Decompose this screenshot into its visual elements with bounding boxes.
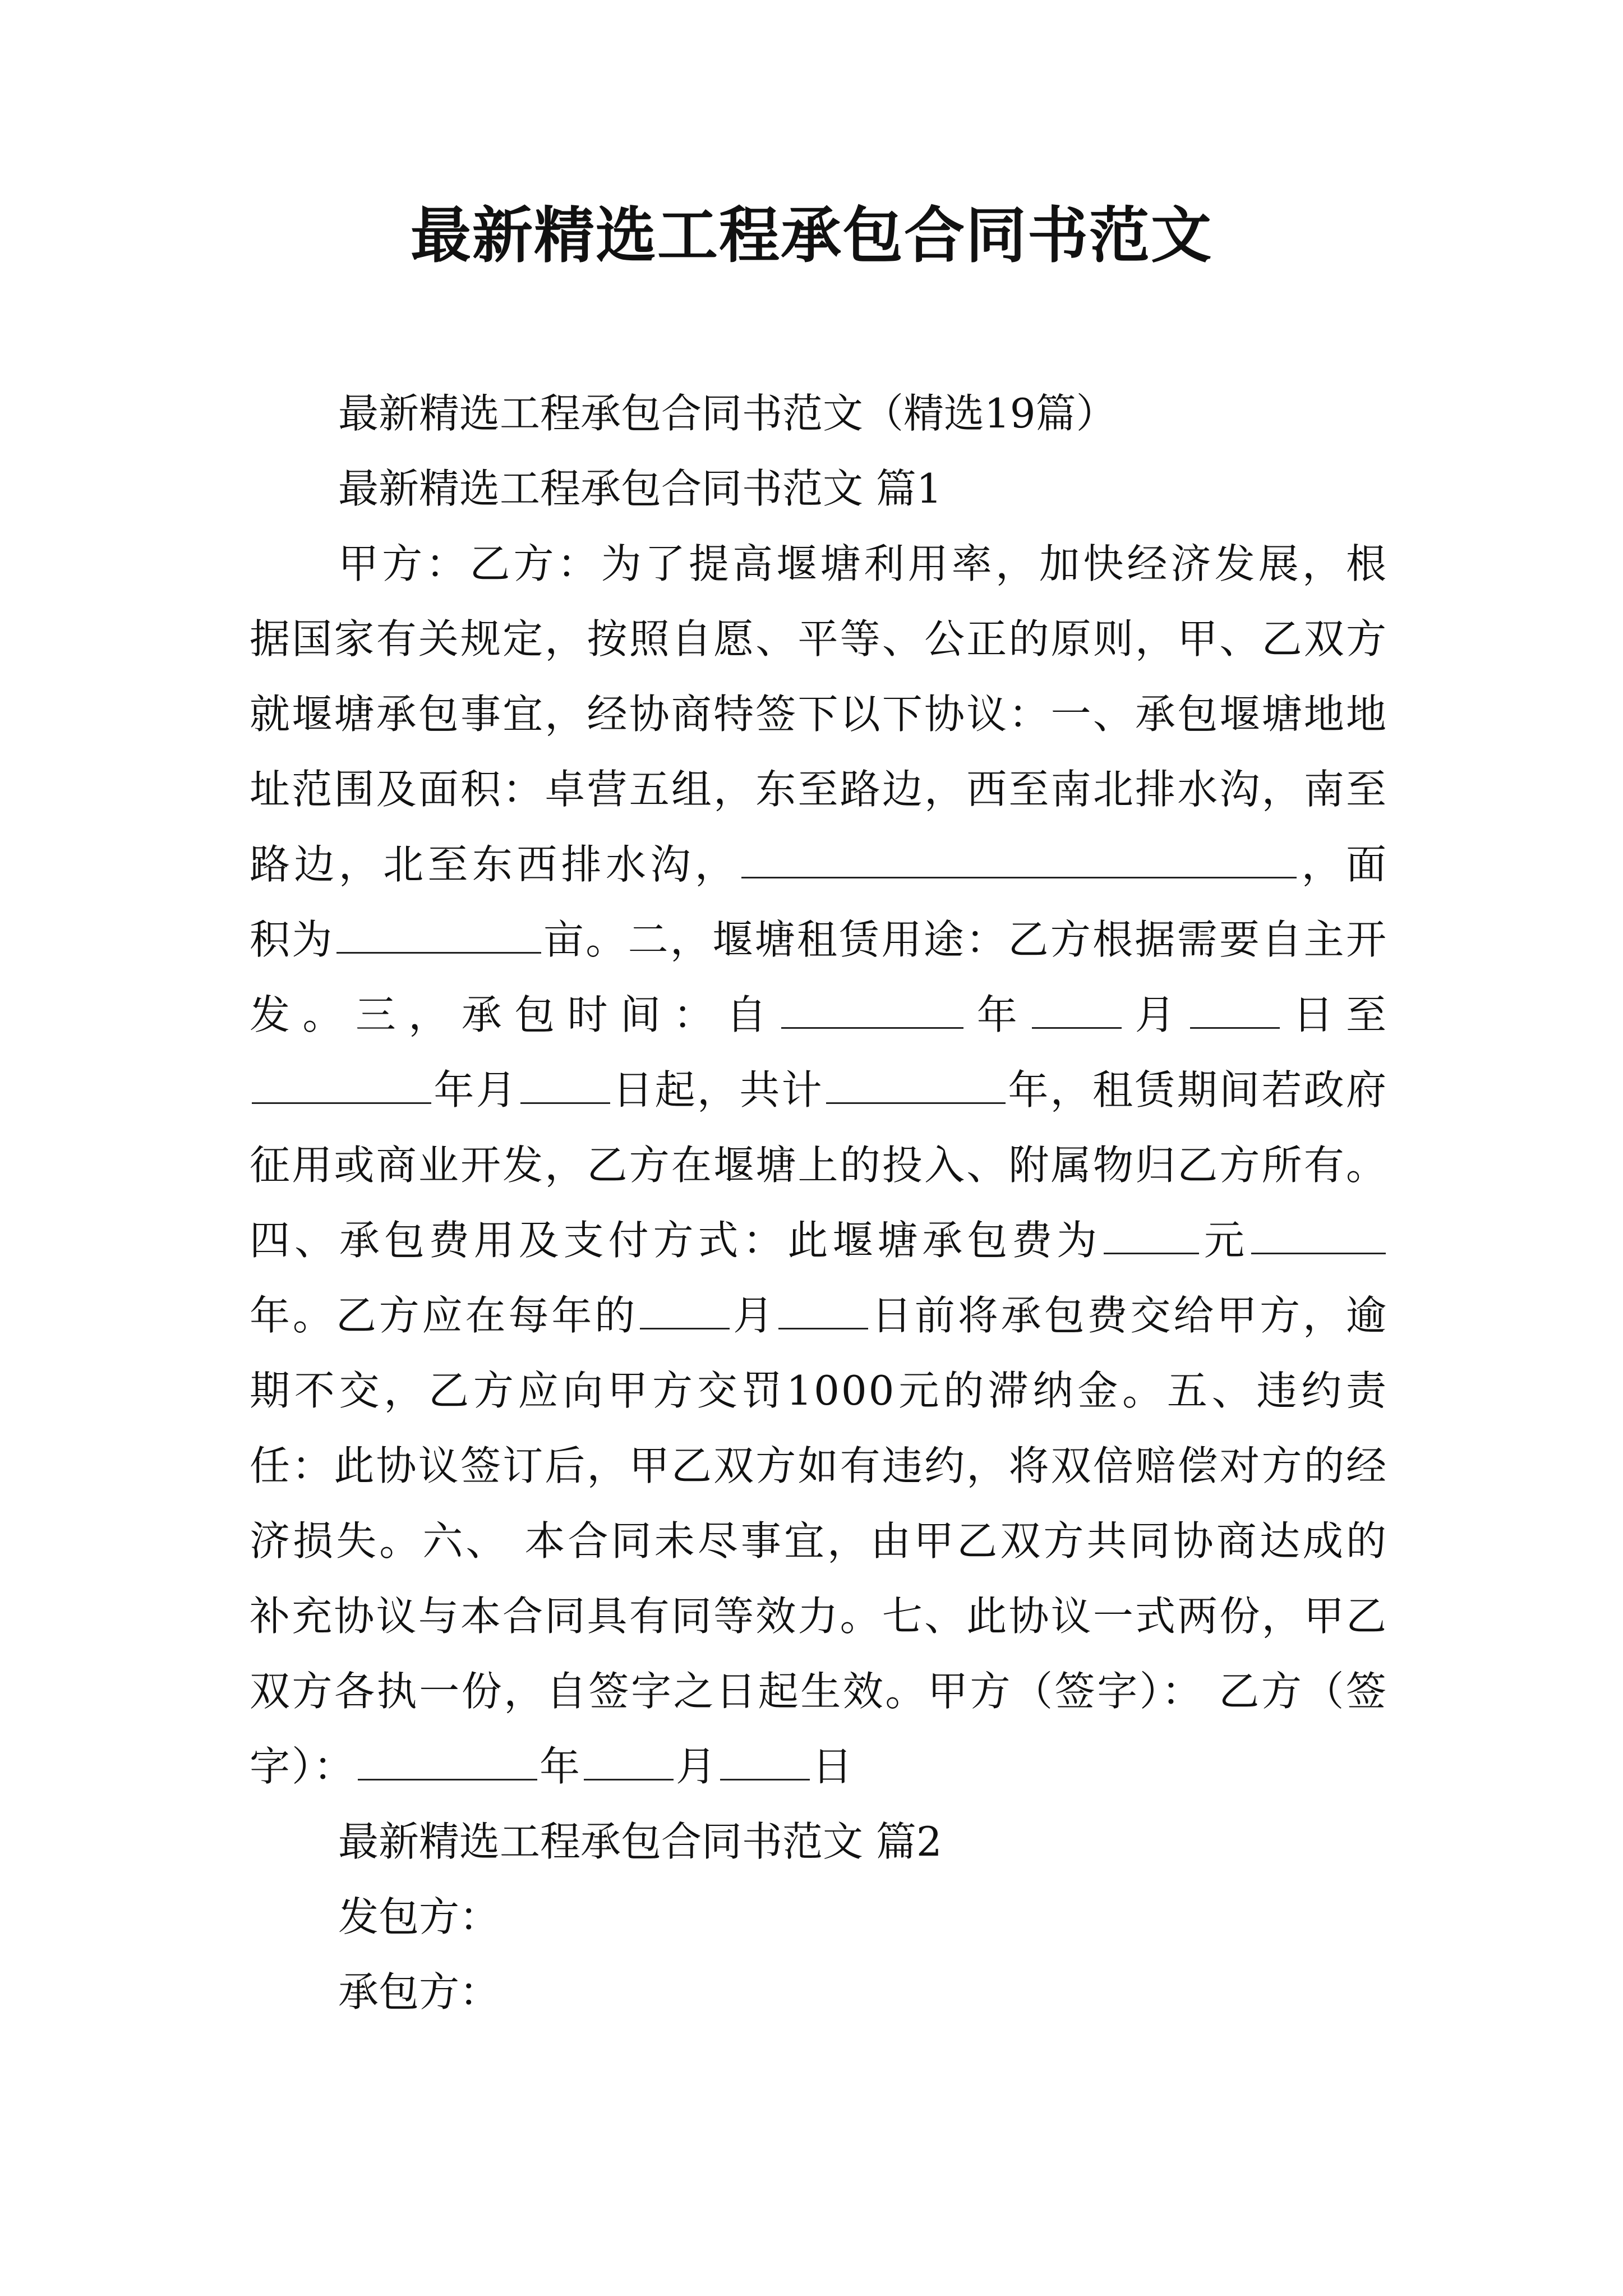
body-text: 甲方：乙方：为了提高堰塘利用率，加快经济发展，根据国家有关规定，按照自愿、平等、公正的原则，甲、乙双方就堰塘承包事宜，经协商特签下以下协议：一、承包堰塘地地址范围及面积：卓营五组，东至路边，西至南北排水沟，南至路边，北至东西排水沟， [250, 540, 1388, 888]
blank-line [826, 1069, 1006, 1104]
body-text: 日 [812, 1743, 855, 1790]
body-text: 年，租赁期间若政府征用或商业开发，乙方在堰塘上的投入、附属物归乙方所有。四、承包费用及支付方式：此堰塘承包费为 [250, 1066, 1388, 1264]
blank-line [584, 1745, 674, 1780]
body-text: 日前将承包费交给甲方，逾期不交，乙方应向甲方交罚1000元的滞纳金。五、违约责任：此协议签订后，甲乙双方如有违约，将双倍赔偿对方的经济损失。六、 本合同未尽事宜，由甲乙双方共同协商达成的补充协议与本合同具有同等效力。七、此协议一式两份，甲乙双方各执一份，自签字之日起生效。甲方（签字）： 乙方（签字）： [250, 1292, 1388, 1790]
document-title: 最新精选工程承包合同书范文 [410, 200, 1212, 271]
body-text: ，面积为 [250, 841, 1388, 963]
body-text: 日起，共计 [612, 1066, 824, 1114]
party-b-label: 承包方： [338, 1968, 500, 2016]
blank-line [1032, 993, 1122, 1029]
blank-line [1251, 1219, 1386, 1254]
body-text: 年月 [434, 1066, 518, 1114]
section-1-body [250, 526, 1388, 1804]
body-text: 元 [1201, 1217, 1249, 1264]
blank-line [720, 1745, 810, 1780]
document-subtitle: 最新精选工程承包合同书范文（精选19篇） [338, 390, 1117, 437]
body-text: 年 [540, 1743, 582, 1790]
body-text: 亩。二，堰塘租赁用途：乙方根据需要自主开发。三，承包时间：自 [250, 916, 1388, 1038]
blank-line [1104, 1219, 1199, 1254]
body-text: 月 [732, 1292, 777, 1339]
blank-line [252, 1069, 431, 1104]
body-text: 年。乙方应在每年的 [250, 1292, 638, 1339]
party-a-label: 发包方： [338, 1893, 500, 1940]
section-1-heading: 最新精选工程承包合同书范文 篇1 [338, 465, 942, 512]
blank-line [520, 1069, 610, 1104]
body-text: 日至 [1282, 991, 1388, 1038]
blank-line [640, 1294, 730, 1329]
body-text: 月 [1124, 991, 1188, 1038]
blank-line [778, 1294, 868, 1329]
blank-line [336, 918, 541, 954]
document-body [250, 376, 1388, 2030]
body-text: 月 [676, 1743, 718, 1790]
blank-line [741, 843, 1297, 878]
blank-line [358, 1745, 537, 1780]
blank-line [1190, 993, 1280, 1029]
section-2-heading: 最新精选工程承包合同书范文 篇2 [338, 1818, 942, 1865]
blank-line [781, 993, 963, 1029]
body-text: 年 [966, 991, 1030, 1038]
